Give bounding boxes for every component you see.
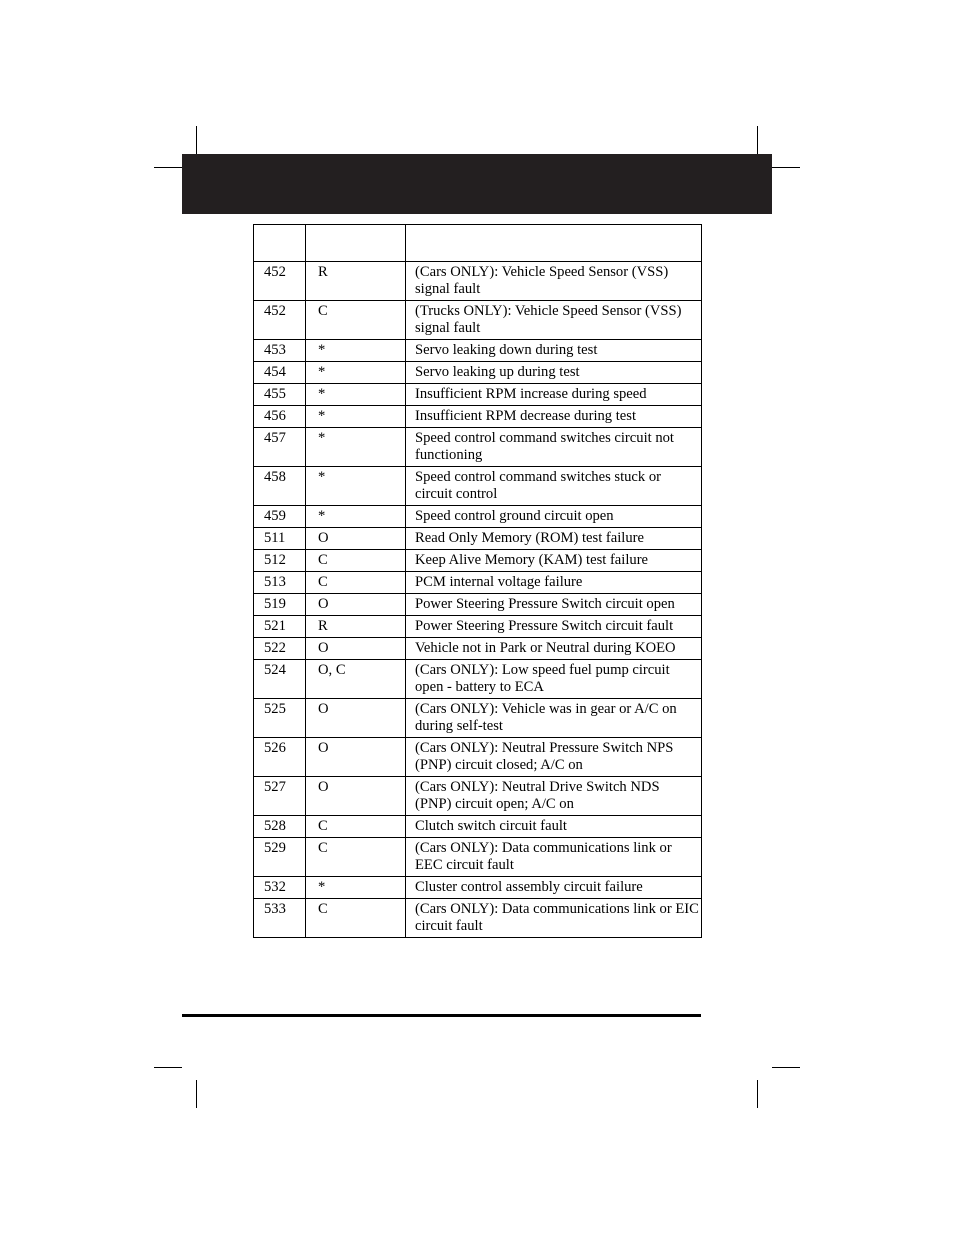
code-cell: 455 [254, 384, 306, 406]
crop-mark-top-left-vertical [196, 126, 197, 154]
description-cell: (Cars ONLY): Neutral Drive Switch NDS (PNP) circuit open; A/C on [406, 777, 702, 816]
description-cell: Cluster control assembly circuit failure [406, 877, 702, 899]
type-cell: * [306, 340, 406, 362]
crop-mark-bottom-right-horizontal [772, 1067, 800, 1068]
header-code [254, 225, 306, 262]
code-cell: 528 [254, 816, 306, 838]
code-cell: 519 [254, 594, 306, 616]
type-cell: C [306, 301, 406, 340]
code-cell: 457 [254, 428, 306, 467]
type-cell: C [306, 899, 406, 938]
crop-mark-bottom-right-vertical [757, 1080, 758, 1108]
code-cell: 459 [254, 506, 306, 528]
table-row [254, 262, 702, 301]
code-cell: 533 [254, 899, 306, 938]
crop-mark-top-right-horizontal [772, 167, 800, 168]
code-cell: 453 [254, 340, 306, 362]
code-cell: 458 [254, 467, 306, 506]
type-cell: * [306, 384, 406, 406]
table-row [254, 699, 702, 738]
table-row [254, 816, 702, 838]
table-row [254, 506, 702, 528]
table-row [254, 899, 702, 938]
header-type [306, 225, 406, 262]
description-cell: Clutch switch circuit fault [406, 816, 702, 838]
description-cell: Power Steering Pressure Switch circuit fault [406, 616, 702, 638]
description-cell: Insufficient RPM increase during speed [406, 384, 702, 406]
description-cell: (Trucks ONLY): Vehicle Speed Sensor (VSS) signal fault [406, 301, 702, 340]
description-cell: (Cars ONLY): Vehicle was in gear or A/C on during self-test [406, 699, 702, 738]
table-row [254, 660, 702, 699]
type-cell: O [306, 594, 406, 616]
table-row [254, 616, 702, 638]
type-cell: C [306, 572, 406, 594]
code-cell: 512 [254, 550, 306, 572]
description-cell: (Cars ONLY): Data communications link or EEC circuit fault [406, 838, 702, 877]
table-row [254, 877, 702, 899]
description-cell: PCM internal voltage failure [406, 572, 702, 594]
description-cell: (Cars ONLY): Vehicle Speed Sensor (VSS) signal fault [406, 262, 702, 301]
table-row [254, 340, 702, 362]
type-cell: O, C [306, 660, 406, 699]
type-cell: R [306, 616, 406, 638]
code-cell: 532 [254, 877, 306, 899]
type-cell: C [306, 816, 406, 838]
description-cell: Servo leaking up during test [406, 362, 702, 384]
page-header-bar [182, 154, 772, 214]
description-cell: Speed control ground circuit open [406, 506, 702, 528]
code-cell: 526 [254, 738, 306, 777]
description-cell: Speed control command switches circuit not functioning [406, 428, 702, 467]
type-cell: O [306, 528, 406, 550]
code-cell: 525 [254, 699, 306, 738]
crop-mark-bottom-left-horizontal [154, 1067, 182, 1068]
code-cell: 452 [254, 262, 306, 301]
description-cell: Insufficient RPM decrease during test [406, 406, 702, 428]
code-cell: 521 [254, 616, 306, 638]
description-cell: Power Steering Pressure Switch circuit open [406, 594, 702, 616]
code-cell: 527 [254, 777, 306, 816]
type-cell: * [306, 362, 406, 384]
code-cell: 511 [254, 528, 306, 550]
table-row [254, 572, 702, 594]
type-cell: O [306, 699, 406, 738]
description-cell: (Cars ONLY): Neutral Pressure Switch NPS (PNP) circuit closed; A/C on [406, 738, 702, 777]
code-cell: 513 [254, 572, 306, 594]
description-cell: Keep Alive Memory (KAM) test failure [406, 550, 702, 572]
description-cell: Read Only Memory (ROM) test failure [406, 528, 702, 550]
description-cell: Vehicle not in Park or Neutral during KOEO [406, 638, 702, 660]
table-row [254, 406, 702, 428]
table-row [254, 738, 702, 777]
description-cell: Servo leaking down during test [406, 340, 702, 362]
description-cell: (Cars ONLY): Data communications link or EIC circuit fault [406, 899, 702, 938]
type-cell: * [306, 877, 406, 899]
code-cell: 524 [254, 660, 306, 699]
description-cell: (Cars ONLY): Low speed fuel pump circuit open - battery to ECA [406, 660, 702, 699]
description-cell: Speed control command switches stuck or circuit control [406, 467, 702, 506]
type-cell: C [306, 550, 406, 572]
crop-mark-bottom-left-vertical [196, 1080, 197, 1108]
table-row [254, 301, 702, 340]
type-cell: C [306, 838, 406, 877]
table-row [254, 428, 702, 467]
code-cell: 452 [254, 301, 306, 340]
table-row [254, 384, 702, 406]
table-row [254, 777, 702, 816]
type-cell: O [306, 777, 406, 816]
code-cell: 522 [254, 638, 306, 660]
table-row [254, 594, 702, 616]
table-row [254, 838, 702, 877]
table-row [254, 362, 702, 384]
type-cell: * [306, 406, 406, 428]
code-cell: 529 [254, 838, 306, 877]
type-cell: * [306, 506, 406, 528]
trouble-code-table [253, 224, 702, 938]
table-header-row [254, 225, 702, 262]
type-cell: R [306, 262, 406, 301]
type-cell: O [306, 738, 406, 777]
table-row [254, 638, 702, 660]
code-cell: 454 [254, 362, 306, 384]
type-cell: * [306, 428, 406, 467]
crop-mark-top-left-horizontal [154, 167, 182, 168]
type-cell: * [306, 467, 406, 506]
header-description [406, 225, 702, 262]
table-row [254, 467, 702, 506]
page-footer-rule [182, 1014, 701, 1017]
table-row [254, 550, 702, 572]
code-cell: 456 [254, 406, 306, 428]
table-row [254, 528, 702, 550]
type-cell: O [306, 638, 406, 660]
crop-mark-top-right-vertical [757, 126, 758, 154]
